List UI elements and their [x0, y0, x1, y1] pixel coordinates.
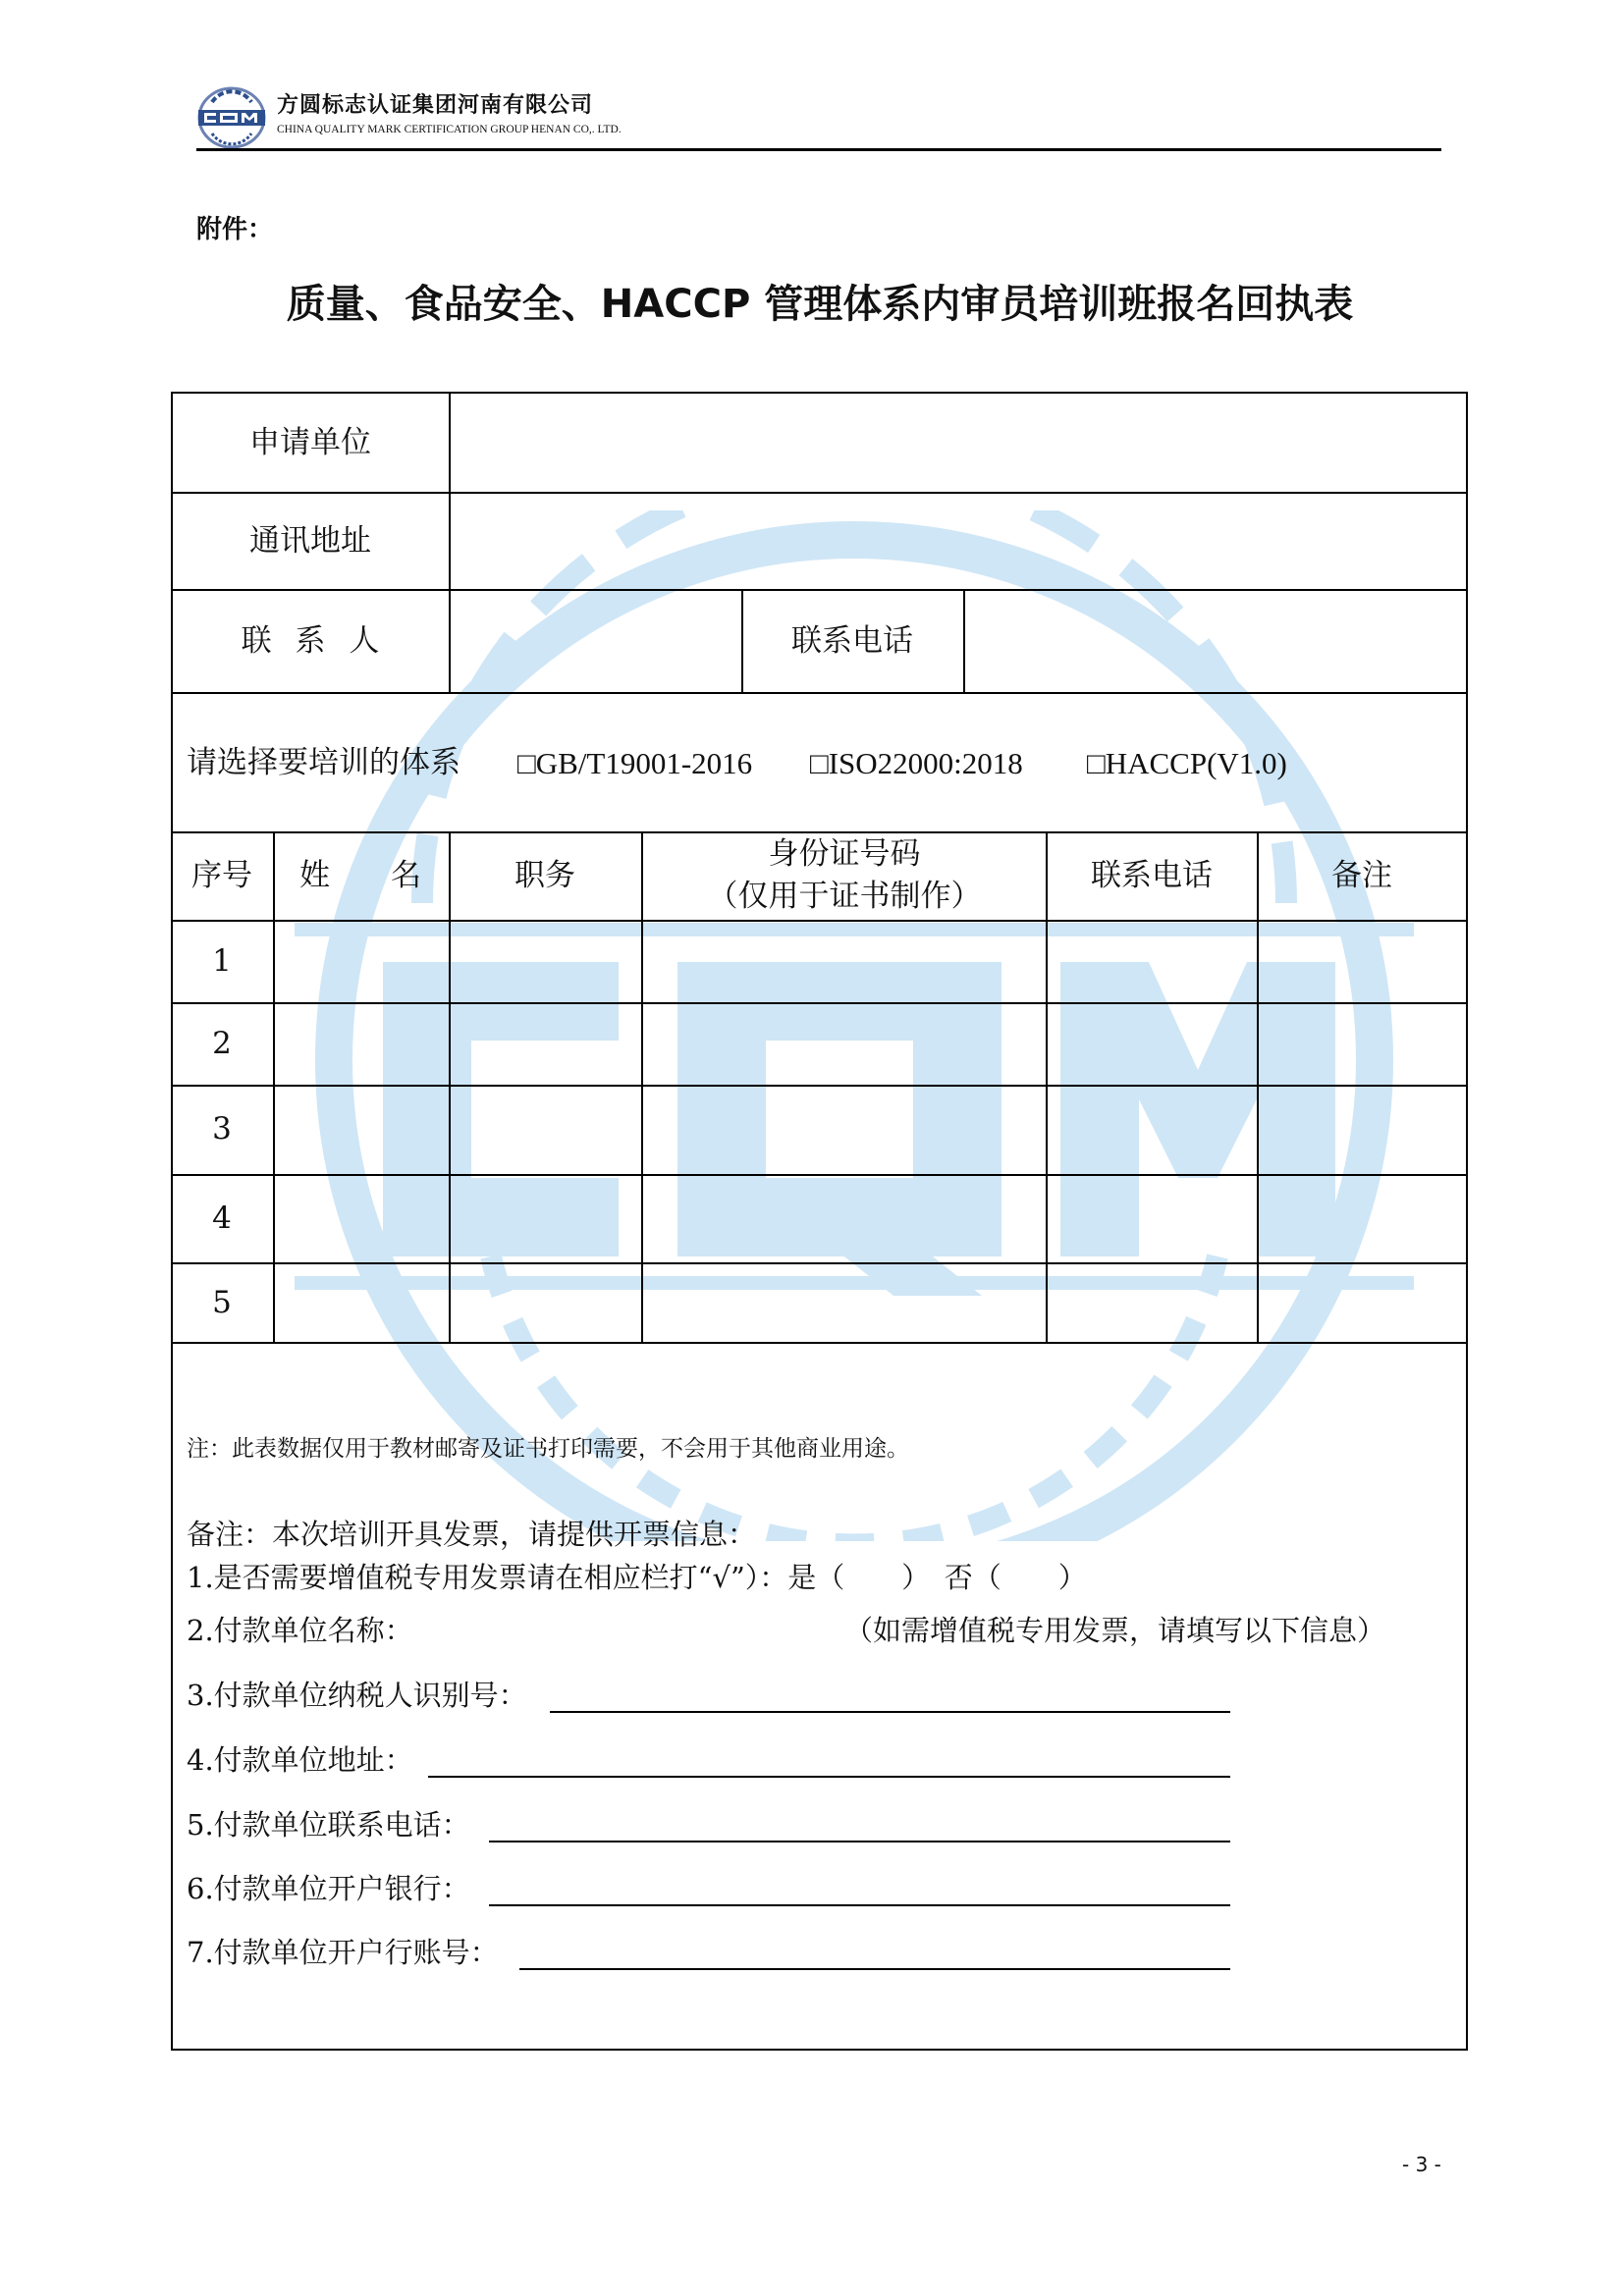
row-index: 2	[212, 1026, 232, 1061]
address-label: 通讯地址	[249, 523, 371, 559]
col-header-id: 身份证号码	[768, 836, 921, 872]
row-index: 4	[212, 1201, 232, 1236]
row-index: 1	[212, 943, 232, 979]
row-index: 3	[212, 1111, 232, 1147]
payer-phone-field[interactable]	[489, 1841, 1230, 1842]
company-logo	[196, 86, 267, 149]
taxpayer-id-field[interactable]	[550, 1711, 1230, 1713]
option-gb-t19001[interactable]: □GB/T19001-2016	[517, 746, 753, 780]
taxpayer-id-label: 3.付款单位纳税人识别号：	[187, 1679, 527, 1712]
company-name-cn: 方圆标志认证集团河南有限公司	[277, 93, 594, 118]
page-number: - 3 -	[1402, 2153, 1441, 2176]
contact-phone-field[interactable]	[966, 592, 1465, 691]
attachment-label: 附件：	[196, 215, 274, 244]
payer-bank-label: 6.付款单位开户银行：	[187, 1872, 470, 1905]
col-header-name: 姓 名	[299, 858, 421, 893]
invoice-remark: 备注：本次培训开具发票，请提供开票信息：	[187, 1518, 757, 1551]
col-header-remark: 备注	[1331, 858, 1392, 893]
contact-person-label: 联 系 人	[241, 623, 380, 659]
vat-info-hint: （如需增值税专用发票，请填写以下信息）	[844, 1614, 1386, 1647]
address-field[interactable]	[452, 495, 1465, 588]
vat-invoice-question[interactable]: 1.是否需要增值税专用发票请在相应栏打“√”）：是（ ） 否（ ）	[187, 1561, 1087, 1594]
applicant-unit-field[interactable]	[452, 395, 1465, 491]
col-header-phone: 联系电话	[1091, 858, 1213, 893]
payer-name-label: 2.付款单位名称：	[187, 1614, 413, 1647]
page-title: 质量、食品安全、HACCP 管理体系内审员培训班报名回执表	[286, 282, 1354, 327]
col-header-id-note: （仅用于证书制作）	[707, 879, 982, 914]
col-header-position: 职务	[514, 858, 575, 893]
payer-address-field[interactable]	[428, 1776, 1230, 1778]
option-haccp[interactable]: □HACCP(V1.0)	[1087, 746, 1287, 780]
contact-person-field[interactable]	[452, 592, 739, 691]
payer-phone-label: 5.付款单位联系电话：	[187, 1808, 470, 1842]
select-system-label: 请选择要培训的体系	[187, 745, 460, 780]
payer-address-label: 4.付款单位地址：	[187, 1743, 413, 1777]
payer-account-field[interactable]	[519, 1968, 1230, 1970]
privacy-note: 注：此表数据仅用于教材邮寄及证书打印需要，不会用于其他商业用途。	[187, 1436, 909, 1462]
company-name-en: CHINA QUALITY MARK CERTIFICATION GROUP HENAN CO,. LTD.	[277, 124, 622, 135]
payer-account-label: 7.付款单位开户行账号：	[187, 1936, 499, 1969]
header-rule	[196, 148, 1441, 151]
contact-phone-label: 联系电话	[791, 623, 913, 659]
option-iso22000[interactable]: □ISO22000:2018	[810, 746, 1023, 780]
applicant-unit-label: 申请单位	[249, 425, 371, 460]
payer-bank-field[interactable]	[489, 1904, 1230, 1906]
row-index: 5	[212, 1285, 232, 1320]
col-header-index: 序号	[191, 858, 252, 893]
